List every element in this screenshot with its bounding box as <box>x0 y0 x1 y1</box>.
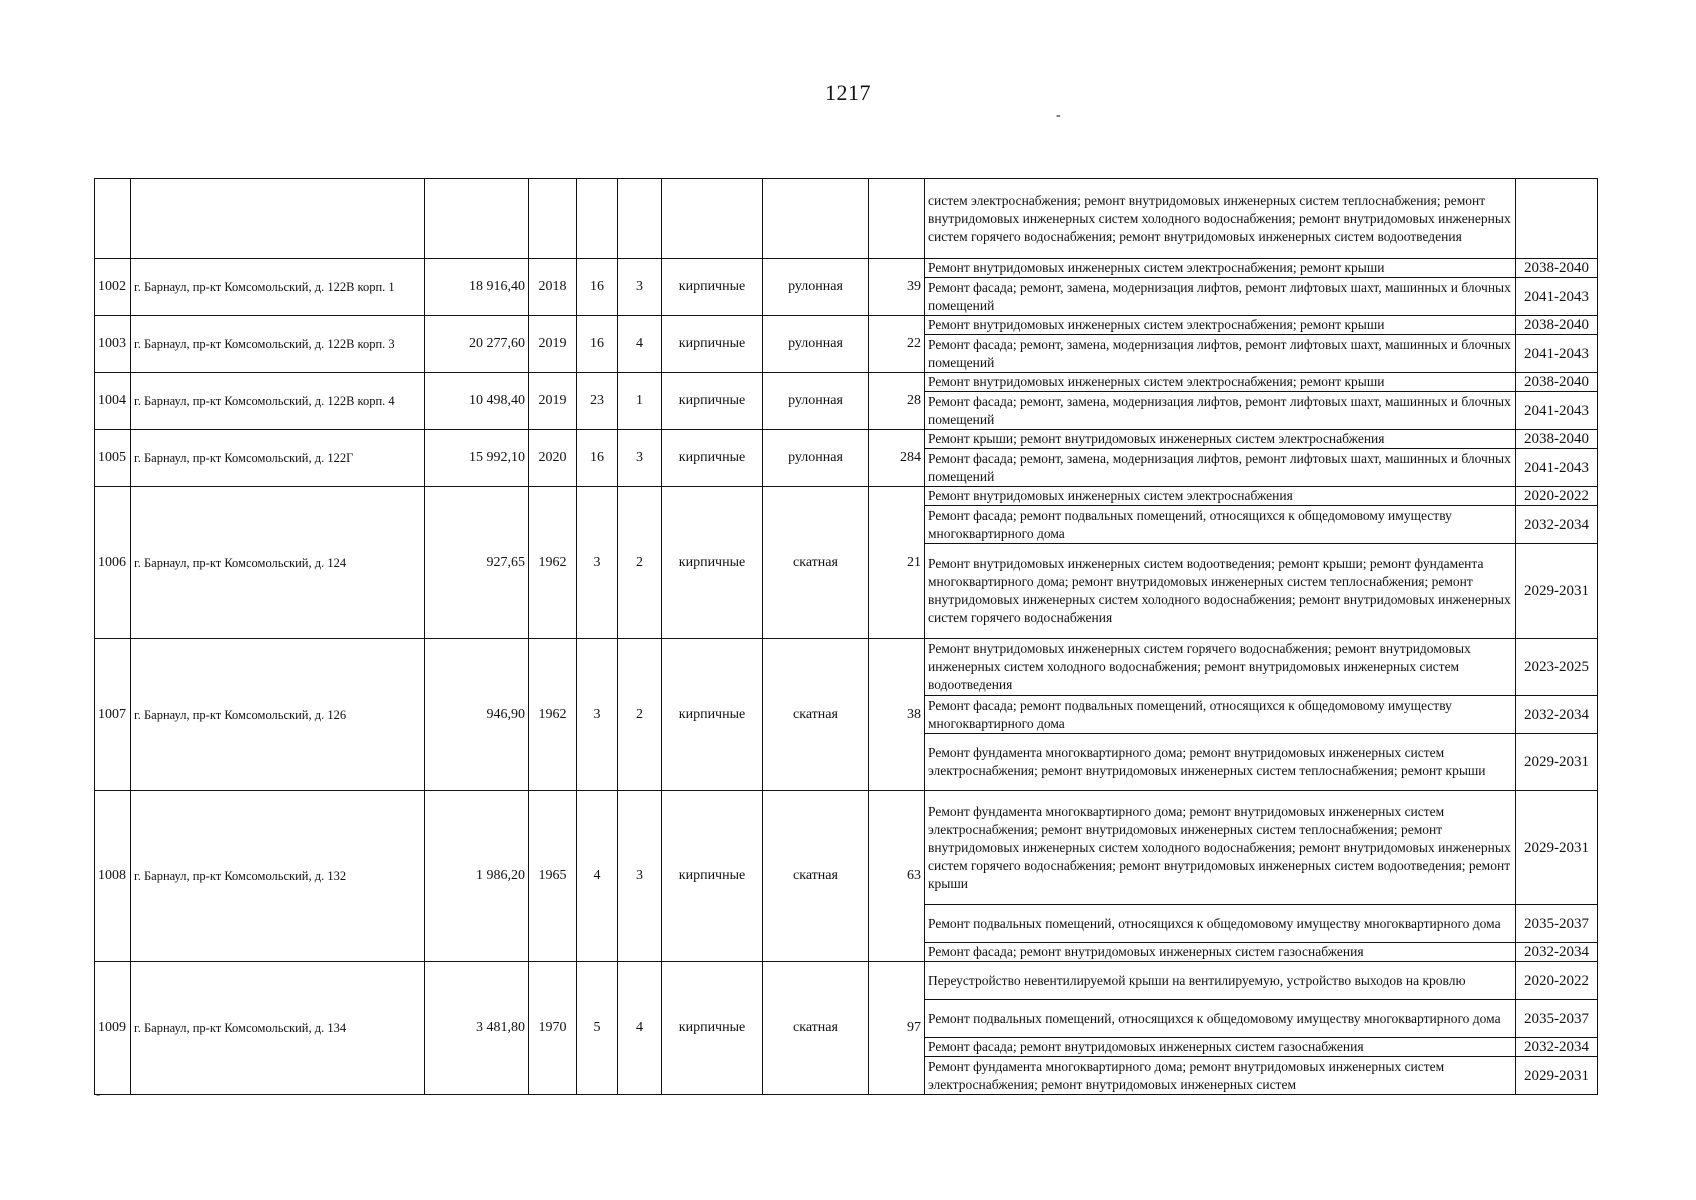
roof-type-cell: скатная <box>763 639 869 791</box>
table-row <box>95 430 1598 449</box>
walls-material-cell: кирпичные <box>662 373 763 430</box>
table-row <box>95 962 1598 1000</box>
walls-material-cell: кирпичные <box>662 791 763 962</box>
entrances-cell: 4 <box>618 316 662 373</box>
repair-period-cell: 2038-2040 <box>1516 373 1598 392</box>
page-number: 1217 <box>825 80 871 105</box>
walls-material-cell: кирпичные <box>662 259 763 316</box>
repair-works-cell: Ремонт фасада; ремонт, замена, модернизация лифтов, ремонт лифтовых шахт, машинных и блочных помещений <box>925 392 1516 430</box>
walls-material-cell: кирпичные <box>662 962 763 1095</box>
year-cell <box>529 179 577 259</box>
address-cell: г. Барнаул, пр-кт Комсомольский, д. 122В корп. 1 <box>131 259 425 316</box>
table-row <box>95 487 1598 506</box>
year-cell: 2018 <box>529 259 577 316</box>
address-cell: г. Барнаул, пр-кт Комсомольский, д. 126 <box>131 639 425 791</box>
roof-type-cell: рулонная <box>763 373 869 430</box>
apartments-cell: 97 <box>869 962 925 1095</box>
roof-type-cell: скатная <box>763 487 869 639</box>
floors-cell: 16 <box>577 259 618 316</box>
repair-works-cell: Ремонт фасада; ремонт внутридомовых инженерных систем газоснабжения <box>925 943 1516 962</box>
repair-period-cell: 2038-2040 <box>1516 430 1598 449</box>
address-cell: г. Барнаул, пр-кт Комсомольский, д. 134 <box>131 962 425 1095</box>
house-number-cell: 1005 <box>95 430 131 487</box>
floors-cell: 16 <box>577 430 618 487</box>
roof-type-cell: рулонная <box>763 259 869 316</box>
repair-period-cell: 2020-2022 <box>1516 962 1598 1000</box>
address-cell: г. Барнаул, пр-кт Комсомольский, д. 122В корп. 3 <box>131 316 425 373</box>
entrances-cell: 2 <box>618 639 662 791</box>
house-number-cell: 1009 <box>95 962 131 1095</box>
year-cell: 2020 <box>529 430 577 487</box>
year-cell: 1965 <box>529 791 577 962</box>
year-cell: 1970 <box>529 962 577 1095</box>
dash-mark: - <box>1056 108 1061 123</box>
table-row <box>95 316 1598 335</box>
floors-cell: 4 <box>577 791 618 962</box>
apartments-cell <box>869 179 925 259</box>
area-cell: 927,65 <box>425 487 529 639</box>
floors-cell: 16 <box>577 316 618 373</box>
apartments-cell: 21 <box>869 487 925 639</box>
repair-period-cell: 2038-2040 <box>1516 316 1598 335</box>
repair-works-cell: Ремонт внутридомовых инженерных систем электроснабжения <box>925 487 1516 506</box>
year-cell: 1962 <box>529 487 577 639</box>
repair-period-cell: 2032-2034 <box>1516 696 1598 734</box>
repair-works-cell: Ремонт фасада; ремонт, замена, модернизация лифтов, ремонт лифтовых шахт, машинных и блочных помещений <box>925 335 1516 373</box>
repair-works-cell: Ремонт фундамента многоквартирного дома; ремонт внутридомовых инженерных систем электроснабжения; ремонт внутридомовых инженерных систем теплоснабжения; ремонт крыши <box>925 734 1516 791</box>
repair-period-cell <box>1516 179 1598 259</box>
entrances-cell: 3 <box>618 259 662 316</box>
repair-works-cell: Ремонт внутридомовых инженерных систем водоотведения; ремонт крыши; ремонт фундамента многоквартирного дома; ремонт внутридомовых инженерных систем теплоснабжения; ремонт внутридомовых инженерных систем холодного водоснабжения; ремонт внутридомовых инженерных систем горячего водоснабжения <box>925 544 1516 639</box>
repair-period-cell: 2029-2031 <box>1516 734 1598 791</box>
roof-type-cell: скатная <box>763 962 869 1095</box>
address-cell: г. Барнаул, пр-кт Комсомольский, д. 122В корп. 4 <box>131 373 425 430</box>
repair-works-cell: Ремонт фундамента многоквартирного дома; ремонт внутридомовых инженерных систем электроснабжения; ремонт внутридомовых инженерных систем <box>925 1057 1516 1095</box>
year-cell: 2019 <box>529 373 577 430</box>
repair-period-cell: 2029-2031 <box>1516 1057 1598 1095</box>
repair-works-cell: Ремонт фасада; ремонт подвальных помещений, относящихся к общедомовому имуществу многоквартирного дома <box>925 506 1516 544</box>
repair-works-cell: Ремонт подвальных помещений, относящихся к общедомовому имуществу многоквартирного дома <box>925 1000 1516 1038</box>
repair-works-cell: систем электроснабжения; ремонт внутридомовых инженерных систем теплоснабжения; ремонт внутридомовых инженерных систем холодного водоснабжения; ремонт внутридомовых инженерных систем горячего водоснабжения; ремонт внутридомовых инженерных систем водоотведения <box>925 179 1516 259</box>
table-row <box>95 791 1598 905</box>
repair-period-cell: 2032-2034 <box>1516 1038 1598 1057</box>
apartments-cell: 284 <box>869 430 925 487</box>
house-number-cell: 1004 <box>95 373 131 430</box>
house-number-cell: 1002 <box>95 259 131 316</box>
walls-material-cell: кирпичные <box>662 487 763 639</box>
roof-type-cell: скатная <box>763 791 869 962</box>
repair-works-cell: Ремонт внутридомовых инженерных систем электроснабжения; ремонт крыши <box>925 259 1516 278</box>
repair-schedule-table <box>94 178 1598 1095</box>
repair-works-cell: Ремонт фасада; ремонт подвальных помещений, относящихся к общедомовому имуществу многоквартирного дома <box>925 696 1516 734</box>
entrances-cell: 1 <box>618 373 662 430</box>
walls-material-cell <box>662 179 763 259</box>
walls-material-cell: кирпичные <box>662 639 763 791</box>
area-cell: 20 277,60 <box>425 316 529 373</box>
repair-period-cell: 2041-2043 <box>1516 278 1598 316</box>
corner-mark: - <box>96 1086 101 1101</box>
entrances-cell: 3 <box>618 430 662 487</box>
repair-period-cell: 2041-2043 <box>1516 392 1598 430</box>
repair-period-cell: 2041-2043 <box>1516 335 1598 373</box>
entrances-cell <box>618 179 662 259</box>
floors-cell <box>577 179 618 259</box>
repair-period-cell: 2035-2037 <box>1516 905 1598 943</box>
entrances-cell: 3 <box>618 791 662 962</box>
house-number-cell: 1007 <box>95 639 131 791</box>
table-body <box>95 179 1598 1095</box>
repair-period-cell: 2023-2025 <box>1516 639 1598 696</box>
year-cell: 1962 <box>529 639 577 791</box>
entrances-cell: 2 <box>618 487 662 639</box>
address-cell: г. Барнаул, пр-кт Комсомольский, д. 132 <box>131 791 425 962</box>
repair-works-cell: Ремонт фасада; ремонт внутридомовых инженерных систем газоснабжения <box>925 1038 1516 1057</box>
repair-period-cell: 2035-2037 <box>1516 1000 1598 1038</box>
table-row <box>95 259 1598 278</box>
apartments-cell: 28 <box>869 373 925 430</box>
house-number-cell <box>95 179 131 259</box>
repair-works-cell: Ремонт фасада; ремонт, замена, модернизация лифтов, ремонт лифтовых шахт, машинных и блочных помещений <box>925 278 1516 316</box>
roof-type-cell: рулонная <box>763 430 869 487</box>
address-cell: г. Барнаул, пр-кт Комсомольский, д. 122Г <box>131 430 425 487</box>
area-cell: 946,90 <box>425 639 529 791</box>
area-cell <box>425 179 529 259</box>
entrances-cell: 4 <box>618 962 662 1095</box>
area-cell: 10 498,40 <box>425 373 529 430</box>
table-row <box>95 179 1598 259</box>
house-number-cell: 1006 <box>95 487 131 639</box>
repair-works-cell: Ремонт подвальных помещений, относящихся к общедомовому имуществу многоквартирного дома <box>925 905 1516 943</box>
address-cell <box>131 179 425 259</box>
repair-works-cell: Ремонт внутридомовых инженерных систем электроснабжения; ремонт крыши <box>925 373 1516 392</box>
roof-type-cell: рулонная <box>763 316 869 373</box>
year-cell: 2019 <box>529 316 577 373</box>
repair-works-cell: Ремонт крыши; ремонт внутридомовых инженерных систем электроснабжения <box>925 430 1516 449</box>
area-cell: 15 992,10 <box>425 430 529 487</box>
area-cell: 1 986,20 <box>425 791 529 962</box>
walls-material-cell: кирпичные <box>662 430 763 487</box>
repair-period-cell: 2020-2022 <box>1516 487 1598 506</box>
table-row <box>95 639 1598 696</box>
repair-works-cell: Ремонт фундамента многоквартирного дома; ремонт внутридомовых инженерных систем электроснабжения; ремонт внутридомовых инженерных систем теплоснабжения; ремонт внутридомовых инженерных систем холодного водоснабжения; ремонт внутридомовых инженерных систем горячего водоснабжения; ремонт внутридомовых инженерных систем водоотведения; ремонт крыши <box>925 791 1516 905</box>
apartments-cell: 39 <box>869 259 925 316</box>
house-number-cell: 1003 <box>95 316 131 373</box>
repair-period-cell: 2029-2031 <box>1516 791 1598 905</box>
address-cell: г. Барнаул, пр-кт Комсомольский, д. 124 <box>131 487 425 639</box>
repair-works-cell: Ремонт внутридомовых инженерных систем электроснабжения; ремонт крыши <box>925 316 1516 335</box>
floors-cell: 5 <box>577 962 618 1095</box>
table-row <box>95 373 1598 392</box>
area-cell: 3 481,80 <box>425 962 529 1095</box>
floors-cell: 3 <box>577 487 618 639</box>
repair-period-cell: 2038-2040 <box>1516 259 1598 278</box>
walls-material-cell: кирпичные <box>662 316 763 373</box>
repair-works-cell: Ремонт фасада; ремонт, замена, модернизация лифтов, ремонт лифтовых шахт, машинных и блочных помещений <box>925 449 1516 487</box>
floors-cell: 3 <box>577 639 618 791</box>
repair-period-cell: 2029-2031 <box>1516 544 1598 639</box>
apartments-cell: 63 <box>869 791 925 962</box>
roof-type-cell <box>763 179 869 259</box>
floors-cell: 23 <box>577 373 618 430</box>
repair-period-cell: 2032-2034 <box>1516 943 1598 962</box>
apartments-cell: 38 <box>869 639 925 791</box>
repair-period-cell: 2041-2043 <box>1516 449 1598 487</box>
repair-works-cell: Ремонт внутридомовых инженерных систем горячего водоснабжения; ремонт внутридомовых инженерных систем холодного водоснабжения; ремонт внутридомовых инженерных систем водоотведения <box>925 639 1516 696</box>
repair-period-cell: 2032-2034 <box>1516 506 1598 544</box>
repair-works-cell: Переустройство невентилируемой крыши на вентилируемую, устройство выходов на кровлю <box>925 962 1516 1000</box>
area-cell: 18 916,40 <box>425 259 529 316</box>
apartments-cell: 22 <box>869 316 925 373</box>
house-number-cell: 1008 <box>95 791 131 962</box>
